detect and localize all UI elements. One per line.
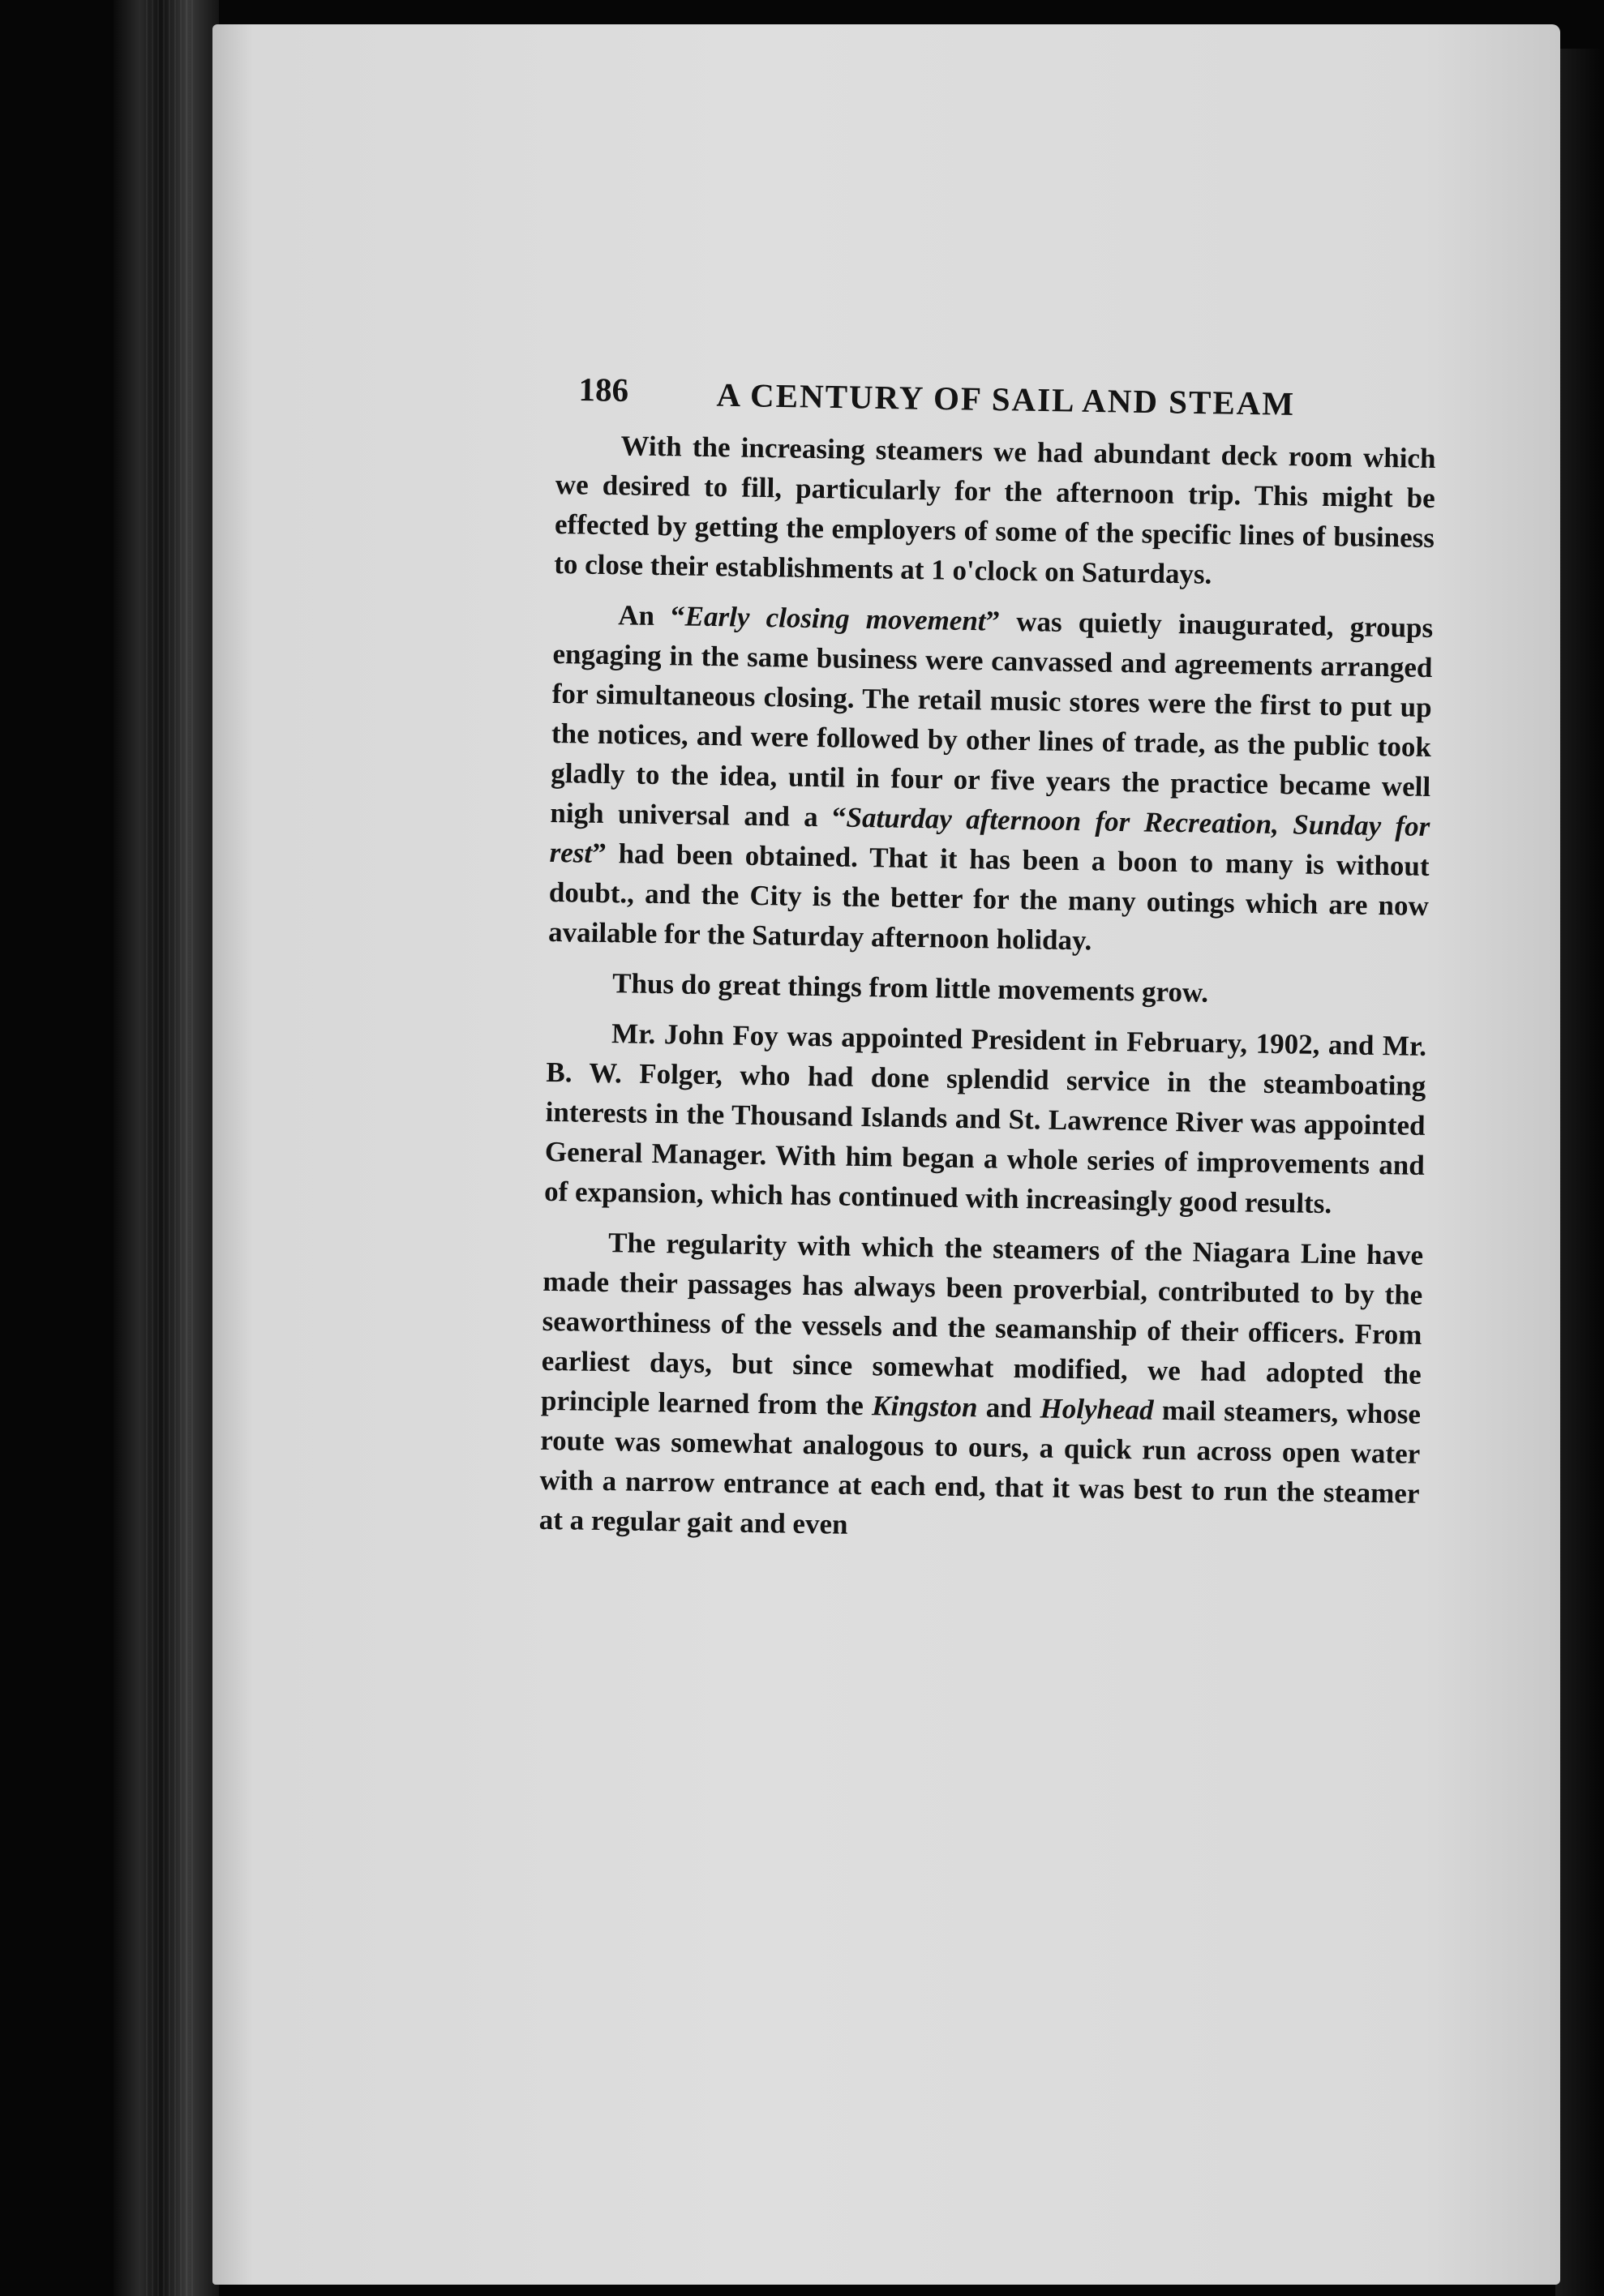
text-run: and — [977, 1391, 1040, 1424]
text-run: An “ — [618, 599, 686, 632]
text-run: The regularity with which the steamers of the Niagara Line have made their passages has always been proverbial, contributed to by the seaworthiness of the vessels and the seamanship of their officers. From earliest days, but since somewhat modified, we had adopted the principle learned from the — [540, 1227, 1424, 1422]
binding-texture — [146, 0, 195, 2296]
page-number: 186 — [578, 370, 629, 409]
paragraph — [547, 962, 1428, 1016]
paragraph — [544, 1013, 1427, 1225]
italic-text: Saturday afternoon for Recreation, Sunday for rest — [549, 801, 1430, 869]
body-text — [538, 425, 1436, 1564]
paragraph — [548, 594, 1434, 966]
text-run: Thus do great things from little movements grow. — [611, 967, 1209, 1009]
paragraph — [554, 425, 1436, 598]
italic-text: Early closing movement — [684, 600, 986, 637]
paragraph — [538, 1222, 1423, 1553]
text-run: Mr. John Foy was appointed President in February, 1902, and Mr. B. W. Folger, who had done splendid service in the steamboating interests in the Thousand Islands and St. Lawrence River was appointed General Manager. With him began a whole series of improvements and of expansion, which has continued with increasingly good results. — [543, 1017, 1427, 1220]
text-run: ” had been obtained. That it has been a boon to many is without doubt., and the City is the better for the many outings which are now available for the Saturday afternoon holiday. — [547, 837, 1430, 957]
text-run: mail steamers, whose route was somewhat analogous to ours, a quick run across open water with a narrow entrance at each end, that it was best to run the steamer at a regular gait and even — [538, 1394, 1422, 1540]
running-head: A CENTURY OF SAIL AND STEAM — [716, 375, 1296, 422]
page-right-shadow — [1555, 49, 1604, 2296]
text-run: With the increasing steamers we had abundant deck room which we desired to fill, particularly for the afternoon trip. This might be effected by getting the employers of some of the specific lines of business to close their establishments at 1 o'clock on Saturdays. — [553, 430, 1436, 590]
italic-text: Holyhead — [1040, 1392, 1154, 1426]
text-run: ” was quietly inaugurated, groups engaging in the same business were canvassed and agreements arranged for simultaneous closing. The retail music stores were the first to put up the notices, and were followed by other lines of trade, as the public took gladly to the idea, until in four or five years the practice became well nigh universal and a “ — [550, 605, 1434, 833]
italic-text: Kingston — [871, 1390, 978, 1424]
